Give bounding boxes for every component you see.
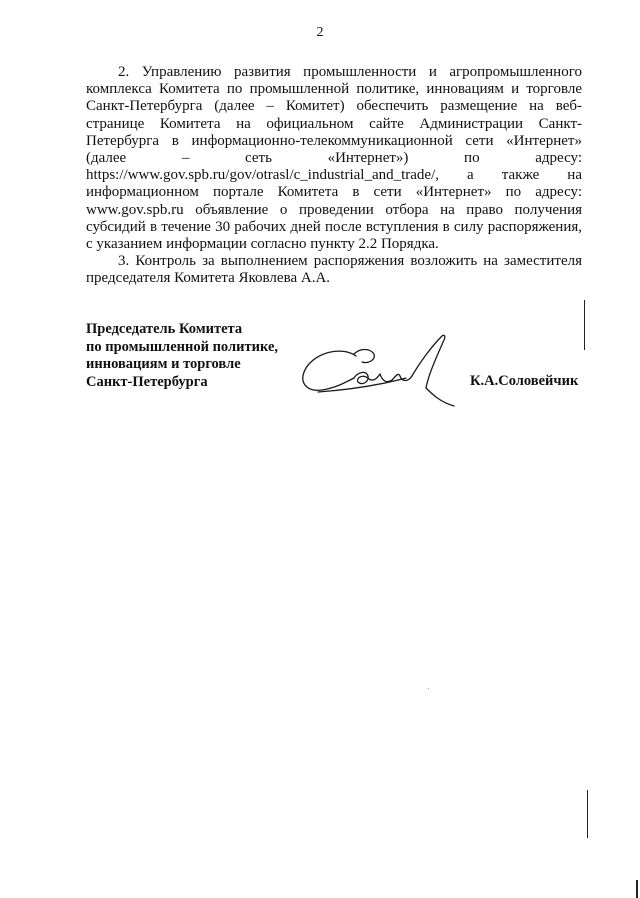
signatory-position-line: инновациям и торговле xyxy=(86,356,241,372)
scan-edge-mark xyxy=(584,300,585,350)
signatory-position-line: по промышленной политике, xyxy=(86,338,279,355)
signatory-position xyxy=(86,321,296,391)
signatory-position-line: Председатель Комитета xyxy=(86,321,243,337)
handwritten-signature-icon xyxy=(296,332,466,410)
paragraph-3: 3. Контроль за выполнением распоряжения возложить на заместителя председателя Комитета Яковлева А.А. xyxy=(86,253,582,287)
paragraph-2: 2. Управлению развития промышленности и агропромышленного комплекса Комитета по промышленной политике, инновациям и торговле Санкт-Петербурга (далее – Комитет) обеспечить размещение на веб-странице Комитета на официальном сайте Администрации Санкт-Петербурга в информационно-телекоммуникационной сети «Интернет» (далее – сеть «Интернет») по адресу: https://www.gov.spb.ru/gov/otrasl/c_industrial_and_trade/, а также на информационном портале Комитета в сети «Интернет» по адресу: www.gov.spb.ru объявление о проведении отбора на право получения субсидий в течение 30 рабочих дней после вступления в силу распоряжения, с указанием информации согласно пункту 2.2 Порядка. xyxy=(86,64,582,253)
scan-speck xyxy=(428,688,429,689)
document-body xyxy=(86,64,582,288)
scan-edge-mark xyxy=(636,880,638,898)
scan-edge-mark xyxy=(587,790,588,838)
signer-name: К.А.Соловейчик xyxy=(470,373,579,389)
signatory-position-line: Санкт-Петербурга xyxy=(86,373,208,390)
page-number: 2 xyxy=(316,25,324,40)
